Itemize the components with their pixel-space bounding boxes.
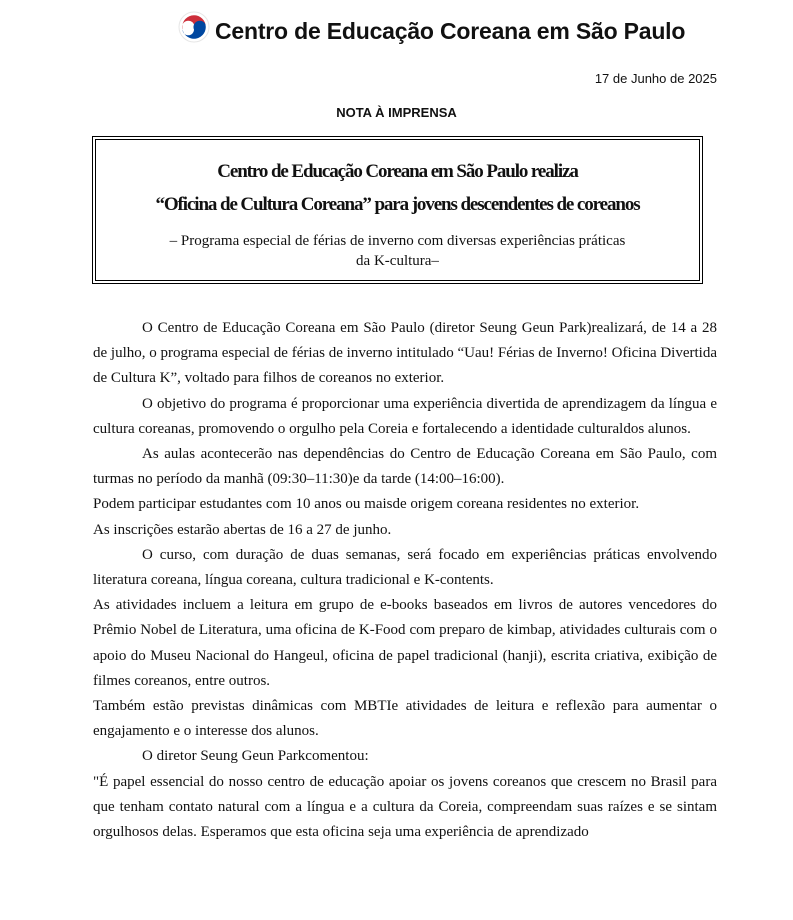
paragraph-director: O diretor Seung Geun Parkcomentou: (142, 748, 369, 765)
paragraph-intro: O Centro de Educação Coreana em São Paulo (diretor Seung Geun Park)realizará, de 14 a 28 de julho, o programa especial de férias de inverno intitulado “Uau! Férias de Inverno! Oficina Divertida de Cultura K”, voltado para filhos de coreanos no exterior. (93, 320, 717, 387)
headline-line-1: Centro de Educação Coreana em São Paulo realiza (217, 161, 578, 182)
paragraph-dynamics: Também estão previstas dinâmicas com MBTIe atividades de leitura e reflexão para aumentar o engajamento e o interesse dos alunos. (93, 698, 717, 740)
press-release-label: NOTA À IMPRENSA (336, 105, 457, 120)
subtitle-line-1: – Programa especial de férias de inverno com diversas experiências práticas (169, 233, 626, 249)
paragraph-objective: O objetivo do programa é proporcionar uma experiência divertida de aprendizagem da língua e cultura coreanas, promovendo o orgulho pela Coreia e fortalecendo a identidade culturaldos alunos. (93, 395, 717, 437)
title-box (92, 136, 703, 284)
paragraph-schedule: As aulas acontecerão nas dependências do Centro de Educação Coreana em São Paulo, com turmas no período da manhã (09:30–11:30)e da tarde (14:00–16:00). (93, 446, 717, 488)
paragraph-course: O curso, com duração de duas semanas, será focado em experiências práticas envolvendo literatura coreana, língua coreana, cultura tradicional e K-contents. (93, 546, 717, 589)
release-date: 17 de Junho de 2025 (594, 71, 717, 86)
document-header (0, 6, 793, 46)
paragraph-activities: As atividades incluem a leitura em grupo de e-books baseados em livros de autores vencedores do Prêmio Nobel de Literatura, uma oficina de K-Food com preparo de kimbap, atividades culturais com o apoio do Museu Nacional do Hangeul, oficina de papel tradicional (hanji), escrita criativa, exibição de filmes coreanos, entre outros. (93, 597, 717, 689)
subtitle-line-2: da K-cultura– (356, 253, 439, 269)
paragraph-registration: As inscrições estarão abertas de 16 a 27 de junho. (93, 521, 392, 538)
korean-taegeuk-emblem-icon (178, 11, 210, 43)
paragraph-quote: "É papel essencial do nosso centro de educação apoiar os jovens coreanos que crescem no Brasil para que tenham contato natural com a língua e a cultura da Coreia, compreendam suas raízes e se sintam orgulhosos delas. Esperamos que esta oficina seja uma experiência de aprendizado (93, 773, 717, 841)
organization-name: Centro de Educação Coreana em São Paulo (215, 18, 686, 44)
headline-line-2: “Oficina de Cultura Coreana” para jovens descendentes de coreanos (155, 194, 640, 215)
paragraph-eligibility: Podem participar estudantes com 10 anos ou maisde origem coreana residentes no exterior. (93, 496, 640, 513)
article-body (93, 316, 717, 845)
subtitle (93, 231, 702, 271)
